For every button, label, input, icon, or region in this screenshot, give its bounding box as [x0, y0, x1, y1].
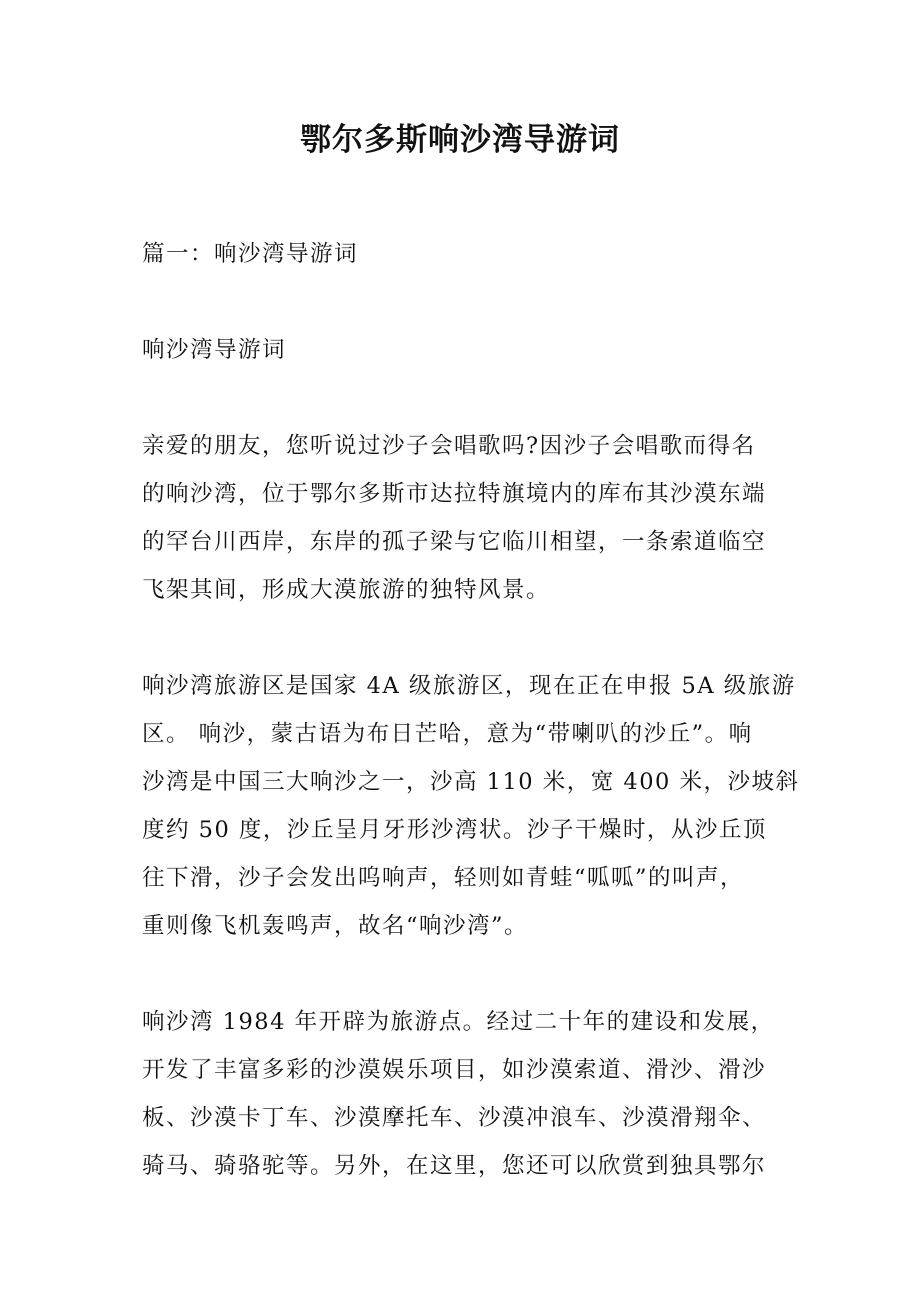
text-line: 飞架其间，形成大漠旅游的独特风景。	[142, 577, 551, 603]
text-line: 沙湾是中国三大响沙之一，沙高 110 米，宽 400 米，沙坡斜	[142, 769, 800, 795]
section-heading: 篇一：响沙湾导游词	[142, 241, 359, 267]
page-title: 鄂尔多斯响沙湾导游词	[300, 122, 620, 158]
text-line: 往下滑，沙子会发出呜响声，轻则如青蛙“呱呱”的叫声，	[142, 865, 745, 891]
text-line: 板、沙漠卡丁车、沙漠摩托车、沙漠冲浪车、沙漠滑翔伞、	[142, 1105, 767, 1131]
paragraph-scenic-area	[142, 670, 802, 958]
text-line: 的响沙湾，位于鄂尔多斯市达拉特旗境内的库布其沙漠东端	[142, 481, 767, 507]
text-line: 区。 响沙，蒙古语为布日芒哈，意为“带喇叭的沙丘”。响	[142, 721, 753, 747]
text-line: 的罕台川西岸，东岸的孤子梁与它临川相望，一条索道临空	[142, 529, 767, 555]
text-line: 亲爱的朋友，您听说过沙子会唱歌吗?因沙子会唱歌而得名	[142, 433, 756, 459]
subheading: 响沙湾导游词	[142, 337, 287, 363]
text-line: 响沙湾 1984 年开辟为旅游点。经过二十年的建设和发展，	[142, 1009, 775, 1035]
paragraph-history	[142, 1006, 802, 1198]
text-line: 重则像飞机轰鸣声，故名“响沙湾”。	[142, 913, 529, 939]
text-line: 开发了丰富多彩的沙漠娱乐项目，如沙漠索道、滑沙、滑沙	[142, 1057, 767, 1083]
text-line: 骑马、骑骆驼等。另外，在这里，您还可以欣赏到独具鄂尔	[142, 1153, 767, 1179]
paragraph-intro	[142, 430, 802, 622]
text-line: 响沙湾旅游区是国家 4A 级旅游区，现在正在申报 5A 级旅游	[142, 673, 796, 699]
text-line: 度约 50 度，沙丘呈月牙形沙湾状。沙子干燥时，从沙丘顶	[142, 817, 767, 843]
